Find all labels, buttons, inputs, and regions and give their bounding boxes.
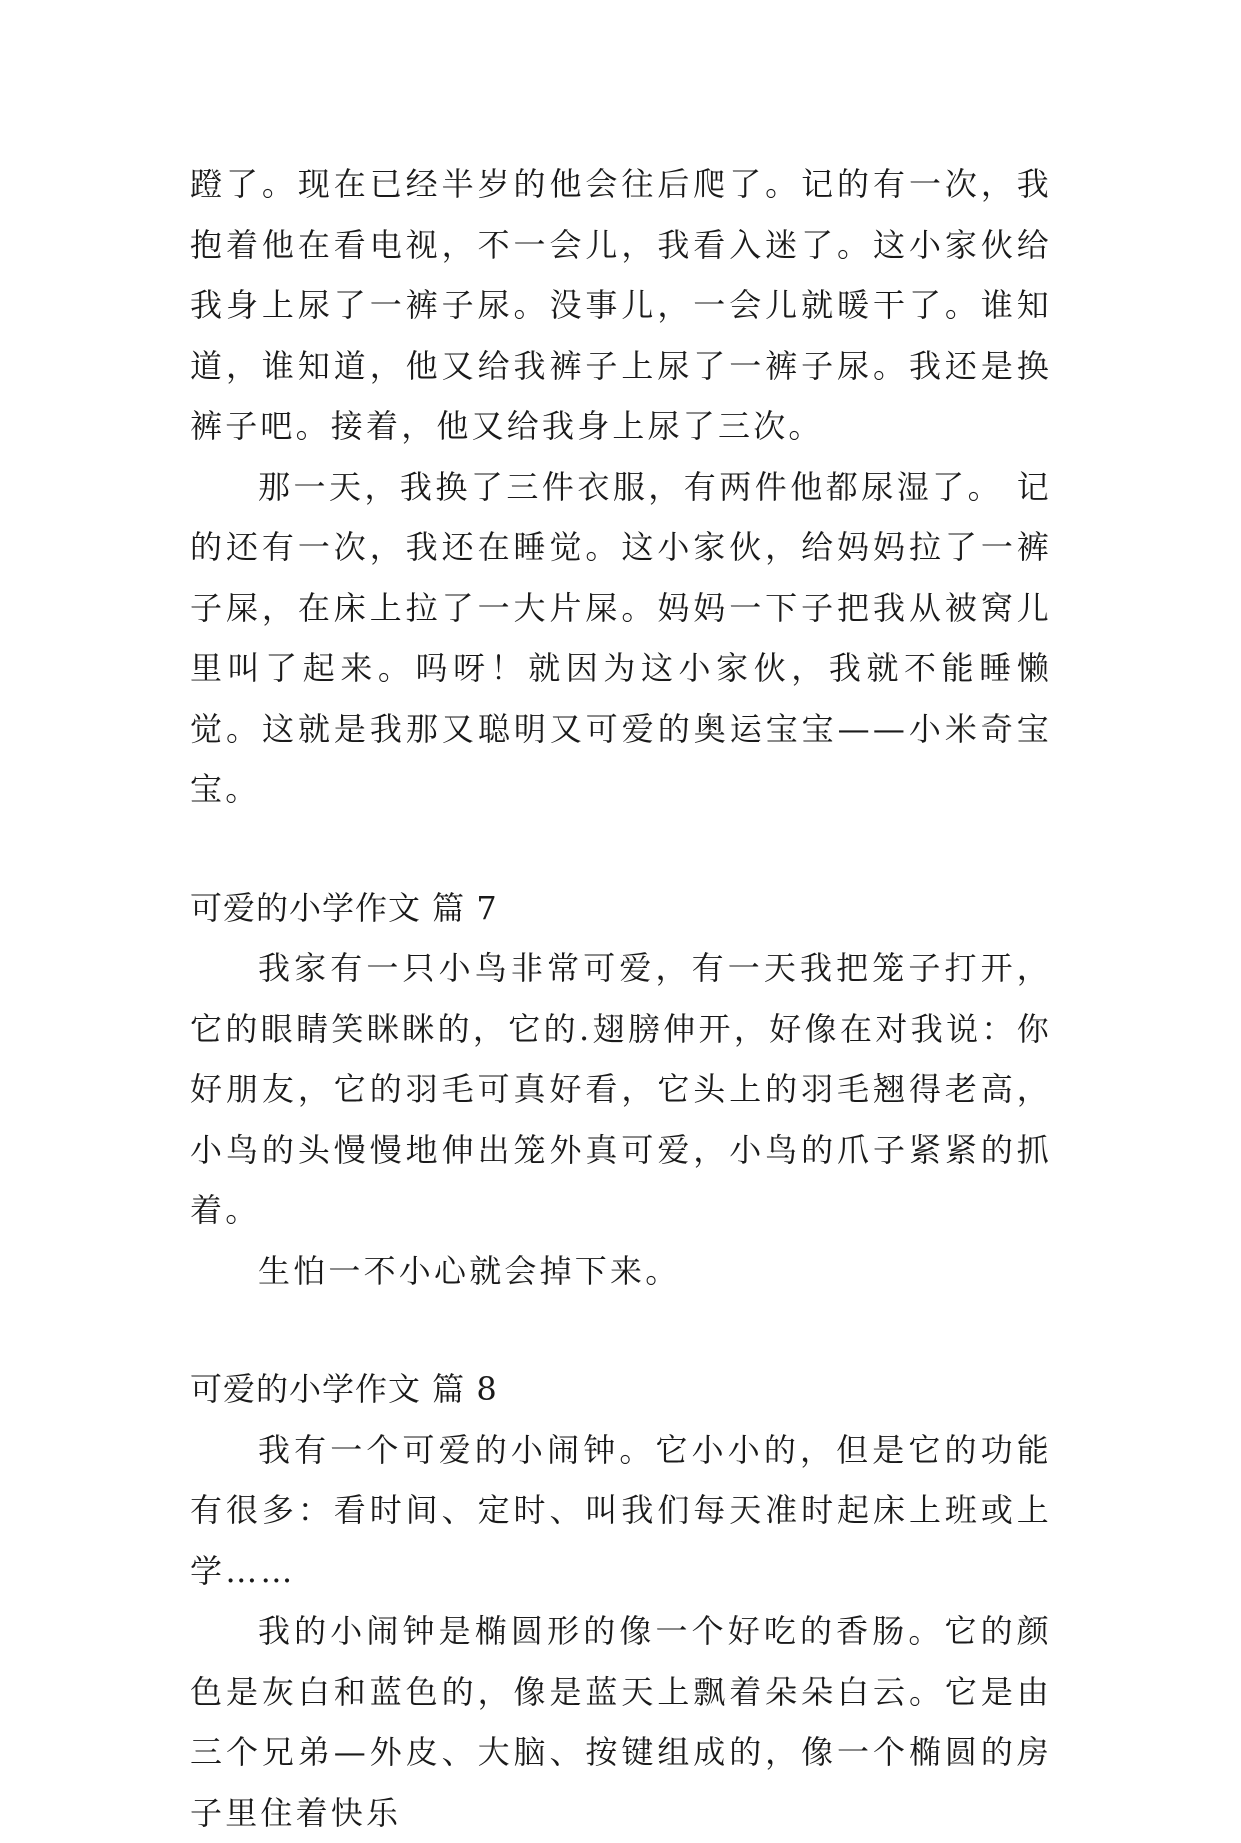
paragraph: 我有一个可爱的小闹钟。它小小的，但是它的功能有很多：看时间、定时、叫我们每天准时起床上班或上学…… [190, 1430, 1052, 1590]
paragraph: 那一天，我换了三件衣服，有两件他都尿湿了。 记的还有一次，我还在睡觉。这小家伙，给妈妈拉了一裤子屎，在床上拉了一大片屎。妈妈一下子把我从被窝儿里叫了起来。吗呀！就因为这小家伙，我就不能睡懒觉。这就是我那又聪明又可爱的奥运宝宝——小米奇宝宝。 [190, 467, 1052, 808]
section-spacer [190, 820, 1052, 878]
section-spacer [190, 1301, 1052, 1359]
paragraph: 蹬了。现在已经半岁的他会往后爬了。记的有一次，我抱着他在看电视，不一会儿，我看入迷了。这小家伙给我身上尿了一裤子尿。没事儿，一会儿就暖干了。谁知道，谁知道，他又给我裤子上尿了一裤子尿。我还是换裤子吧。接着，他又给我身上尿了三次。 [190, 165, 1052, 445]
section-heading: 可爱的小学作文 篇 8 [190, 1370, 498, 1408]
document-body [190, 154, 1052, 1843]
paragraph: 我家有一只小鸟非常可爱，有一天我把笼子打开，它的眼睛笑眯眯的，它的.翅膀伸开，好像在对我说：你好朋友，它的羽毛可真好看，它头上的羽毛翘得老高，小鸟的头慢慢地伸出笼外真可爱，小鸟的爪子紧紧的抓着。 [190, 949, 1052, 1229]
paragraph: 我的小闹钟是椭圆形的像一个好吃的香肠。它的颜色是灰白和蓝色的，像是蓝天上飘着朵朵白云。它是由三个兄弟—外皮、大脑、按键组成的，像一个椭圆的房子里住着快乐 [190, 1612, 1052, 1832]
section-heading: 可爱的小学作文 篇 7 [190, 888, 498, 927]
paragraph: 生怕一不小心就会掉下来。 [258, 1251, 681, 1290]
